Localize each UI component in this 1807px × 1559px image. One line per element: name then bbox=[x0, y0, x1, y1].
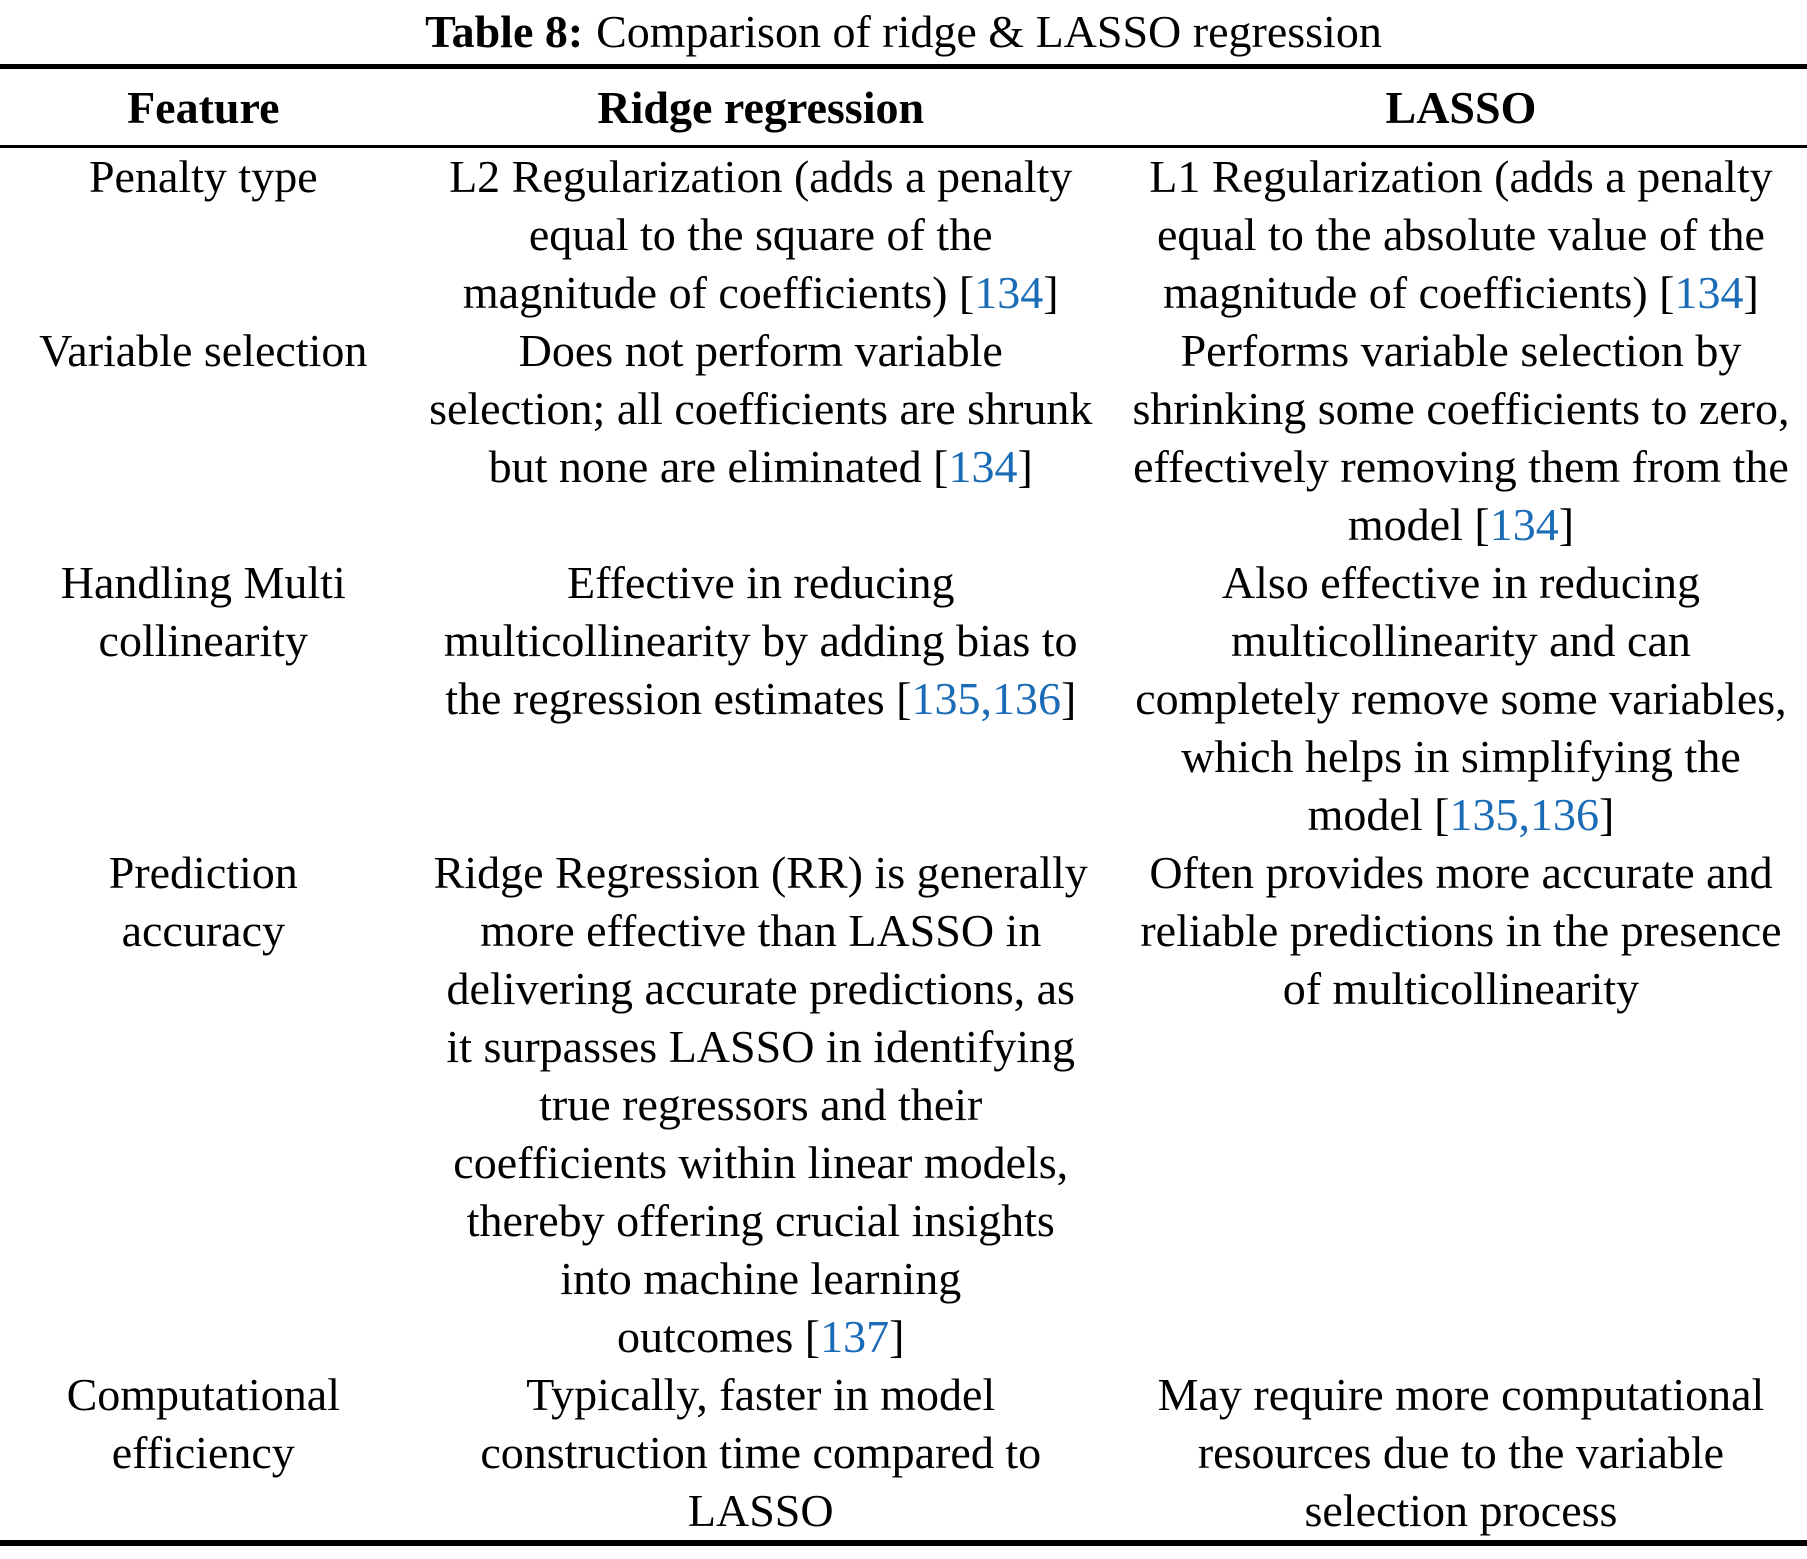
citation-link[interactable]: 134 bbox=[948, 441, 1018, 492]
table-row bbox=[0, 844, 1807, 1366]
text-line: reliable predictions in the presence bbox=[1140, 905, 1782, 956]
text-line: model [134] bbox=[1347, 499, 1575, 550]
text-line: multicollinearity by adding bias to bbox=[443, 615, 1078, 666]
text-line: Performs variable selection by bbox=[1180, 325, 1742, 376]
text-line: equal to the square of the bbox=[528, 209, 993, 260]
feature-cell bbox=[0, 322, 407, 554]
text-line: thereby offering crucial insights bbox=[466, 1195, 1055, 1246]
table-row bbox=[0, 147, 1807, 323]
table-caption-text: Comparison of ridge & LASSO regression bbox=[596, 6, 1382, 57]
table-row bbox=[0, 1366, 1807, 1543]
text-line: Also effective in reducing bbox=[1221, 557, 1701, 608]
text-line: Effective in reducing bbox=[567, 557, 955, 608]
text-line: Often provides more accurate and bbox=[1149, 847, 1773, 898]
text-line: Does not perform variable bbox=[518, 325, 1003, 376]
text-line: completely remove some variables, bbox=[1135, 673, 1787, 724]
text-line: resources due to the variable bbox=[1197, 1427, 1725, 1478]
text-line: into machine learning bbox=[560, 1253, 962, 1304]
comparison-table bbox=[0, 64, 1807, 1546]
text-line: coefficients within linear models, bbox=[453, 1137, 1069, 1188]
ridge-cell bbox=[407, 554, 1115, 844]
text-line: Variable selection bbox=[39, 325, 368, 376]
text-line: Computational bbox=[66, 1369, 340, 1420]
text-line: more effective than LASSO in bbox=[480, 905, 1042, 956]
text-line: efficiency bbox=[111, 1427, 295, 1478]
text-line: multicollinearity and can bbox=[1231, 615, 1691, 666]
text-line: Typically, faster in model bbox=[526, 1369, 996, 1420]
text-line: it surpasses LASSO in identifying bbox=[446, 1021, 1076, 1072]
lasso-cell bbox=[1115, 554, 1807, 844]
text-line: May require more computational bbox=[1157, 1369, 1765, 1420]
ridge-cell bbox=[407, 147, 1115, 323]
text-line: model [135,136] bbox=[1307, 789, 1615, 840]
header-row bbox=[0, 67, 1807, 147]
text-line: selection process bbox=[1304, 1485, 1618, 1536]
feature-cell bbox=[0, 147, 407, 323]
table-caption bbox=[0, 0, 1807, 64]
text-line: accuracy bbox=[121, 905, 285, 956]
ridge-cell bbox=[407, 844, 1115, 1366]
header-lasso: LASSO bbox=[1115, 67, 1807, 147]
citation-link[interactable]: 135,136 bbox=[911, 673, 1061, 724]
text-line: construction time compared to bbox=[480, 1427, 1042, 1478]
lasso-cell bbox=[1115, 844, 1807, 1366]
lasso-cell bbox=[1115, 1366, 1807, 1543]
text-line: LASSO bbox=[687, 1485, 834, 1536]
text-line: of multicollinearity bbox=[1282, 963, 1640, 1014]
text-line: outcomes [137] bbox=[617, 1311, 905, 1362]
lasso-cell bbox=[1115, 322, 1807, 554]
citation-link[interactable]: 134 bbox=[974, 267, 1044, 318]
text-line: magnitude of coefficients) [134] bbox=[1163, 267, 1759, 318]
ridge-cell bbox=[407, 322, 1115, 554]
feature-cell bbox=[0, 1366, 407, 1543]
citation-link[interactable]: 135,136 bbox=[1449, 789, 1599, 840]
table-row bbox=[0, 322, 1807, 554]
text-line: Penalty type bbox=[88, 151, 318, 202]
text-line: delivering accurate predictions, as bbox=[446, 963, 1075, 1014]
text-line: which helps in simplifying the bbox=[1181, 731, 1741, 782]
table-body bbox=[0, 147, 1807, 1544]
text-line: but none are eliminated [134] bbox=[488, 441, 1033, 492]
table-caption-label: Table 8: bbox=[425, 6, 584, 57]
text-line: magnitude of coefficients) [134] bbox=[462, 267, 1059, 318]
text-line: Prediction bbox=[108, 847, 298, 898]
text-line: Handling Multi bbox=[60, 557, 346, 608]
text-line: shrinking some coefficients to zero, bbox=[1132, 383, 1790, 434]
text-line: collinearity bbox=[98, 615, 309, 666]
text-line: equal to the absolute value of the bbox=[1156, 209, 1765, 260]
header-feature: Feature bbox=[0, 67, 407, 147]
citation-link[interactable]: 134 bbox=[1489, 499, 1559, 550]
lasso-cell bbox=[1115, 147, 1807, 323]
text-line: the regression estimates [135,136] bbox=[445, 673, 1077, 724]
text-line: selection; all coefficients are shrunk bbox=[429, 383, 1093, 434]
feature-cell bbox=[0, 554, 407, 844]
citation-link[interactable]: 134 bbox=[1674, 267, 1744, 318]
citation-link[interactable]: 137 bbox=[820, 1311, 890, 1362]
header-ridge-regression: Ridge regression bbox=[407, 67, 1115, 147]
text-line: true regressors and their bbox=[539, 1079, 983, 1130]
text-line: L2 Regularization (adds a penalty bbox=[449, 151, 1073, 202]
table-row bbox=[0, 554, 1807, 844]
ridge-cell bbox=[407, 1366, 1115, 1543]
feature-cell bbox=[0, 844, 407, 1366]
text-line: effectively removing them from the bbox=[1133, 441, 1789, 492]
text-line: L1 Regularization (adds a penalty bbox=[1149, 151, 1773, 202]
text-line: Ridge Regression (RR) is generally bbox=[433, 847, 1088, 898]
